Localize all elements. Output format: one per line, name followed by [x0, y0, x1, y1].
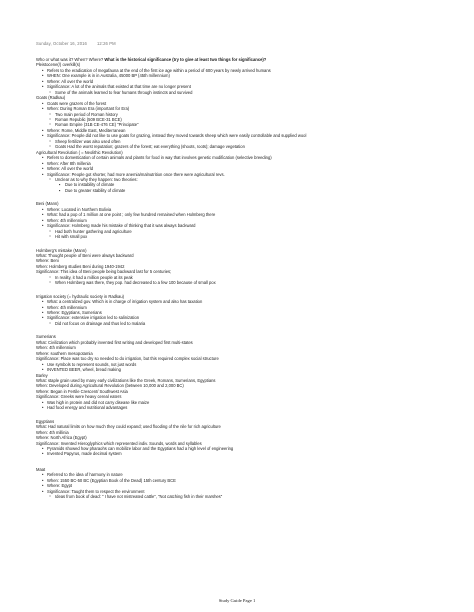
note-line: Where: North Africa (Egypt) — [36, 435, 87, 441]
list-item: • Where: Rome, Middle East, Mediterranean — [36, 128, 448, 133]
list-subitem: ○ Some of the animals learned to fear humans through instincts and survived — [36, 90, 448, 95]
note-line: Significance: Invented Hieroglyphics which represented indiv. Sounds, words and syllables — [36, 440, 202, 446]
note-line: Where: Beni — [36, 258, 59, 264]
list-item: • When: 4th millennium — [36, 218, 448, 223]
list-item: • Significance: People did not like to use goats for grazing, instead they moved towards sheep which were easily controllable and supplied wool — [36, 133, 448, 138]
note-line: Where: southern mesopotamia — [36, 350, 93, 356]
section-sumerians — [36, 334, 448, 372]
list-item: • Use symbols to represent sounds, not just words — [36, 362, 448, 367]
list-item: • What: a centralized gov. Which is in charge of irrigation system and also has taxation — [36, 299, 448, 304]
section-title: Egyptians — [36, 418, 55, 424]
study-guide-notes — [36, 57, 448, 500]
section-barley — [36, 373, 448, 411]
section-goats — [36, 95, 448, 150]
list-item: • Significance: Holmberg made his mistake of thinking that it was always backward — [36, 223, 448, 228]
section-title: Sumerians — [36, 334, 56, 340]
list-item: • Significance: A lot of the animals that existed at that time are no longer present — [36, 84, 448, 89]
section-title: Barley — [36, 372, 48, 378]
section-title: Goats (Radkau) — [36, 95, 66, 101]
list-subitem: ○ Roman Empire (31B CE-476 CE) "Principate" — [36, 122, 448, 127]
list-subitem: ○ Unclear as to why they happen: two theories: — [36, 177, 448, 182]
list-item: • When: 4th millennium — [36, 305, 448, 310]
note-line: Where: Began in Fertile Crescent/ Southwest Asia — [36, 388, 128, 394]
list-subitem: ○ Goats Had the worst reputation; grazers of the forest; eat everything (shoots, roots); damage vegetation — [36, 144, 448, 149]
list-subitem: ○ In reality, it had a million people at its peak — [36, 275, 448, 280]
section-title: Maat — [36, 466, 46, 472]
note-line: When: Holmberg studies Beni during 1940-1942 — [36, 263, 125, 269]
list-item: • WHEN: One example is in in Australia, 45000 BP (45th millennium) — [36, 73, 448, 78]
list-item: • When: During Roman Era (important for Era) — [36, 106, 448, 111]
section-title: Agricultural Revolution ( = Neolithic Revolution) — [36, 149, 123, 155]
note-line: Significance: Place was too dry so needed to do irrigation, but this required complex social structure — [36, 356, 219, 362]
page-footer: Study Guide Page 1 — [218, 598, 256, 603]
list-item: • Invented Papyrus, made decimal system — [36, 451, 448, 456]
note-line: Significance: Greeks were heavy cereal eaters — [36, 394, 122, 400]
section-beni — [36, 201, 448, 239]
list-item: • Refers to the eradication of megafauna at the end of the first ice age within a period of 600 years by newly arrived humans — [36, 68, 448, 73]
list-subitem: ○ Did not focus on drainage and thus led to malaria — [36, 321, 448, 326]
section-title: Irrigation society (= hydraulic society in Radkau) — [36, 293, 125, 299]
list-item: • Referred to the idea of harmony in nature — [36, 472, 448, 477]
section-pleistocene-overkill — [36, 62, 448, 95]
list-subsubitem: ▪ Due to instability of climate — [36, 182, 448, 187]
list-item: • Where: All over the world — [36, 79, 448, 84]
list-item: • When: 1550 BC-50 BC (Egyptian Book of the Dead) 15th century BCE — [36, 478, 448, 483]
list-item: • Refers to domestication of certain animals and plants for food in way that involves genetic modification (selective breeding) — [36, 155, 448, 160]
list-item: • Was high in protein and did not carry disease like maize — [36, 400, 448, 405]
note-line: What: staple grain used by many early civilizations like the Greek, Romans, Sumerians, Egyptians — [36, 378, 216, 384]
list-subitem: ○ Sheep fertilizer was also used often — [36, 139, 448, 144]
list-item: • Pyramids showed how pharaohs can mobilize labor and the Egyptians had a high level of engineering — [36, 446, 448, 451]
list-subitem: ○ When Holmberg was there, they pop. had decreased to a few 100 because of small pox — [36, 280, 448, 285]
list-item: • Significance: extensive irrigation led to salinization — [36, 315, 448, 320]
section-holmbergs-mistake — [36, 248, 448, 286]
list-subsubitem: ▪ Due to greater stability of climate — [36, 188, 448, 193]
list-subitem: ○ Ideas from book of dead: " I have not mistreated cattle", "Not catching fish in their marshes" — [36, 494, 448, 499]
section-title: Beni (Mann) — [36, 201, 59, 207]
page-timestamp — [36, 41, 116, 46]
list-item: • When: After 8th millenia — [36, 161, 448, 166]
list-subitem: ○ Two main period of Roman history — [36, 112, 448, 117]
list-item: • INVENTED BEER, wheel, bread making — [36, 367, 448, 372]
note-line: When: 4th millinia — [36, 429, 69, 435]
list-item: • Where: Egyptians, Sumerians — [36, 310, 448, 315]
list-subitem: ○ Had both hunter gathering and agriculture — [36, 229, 448, 234]
page-time: 12:26 PM — [96, 41, 116, 46]
list-item: • Had food energy and nutritional advantages — [36, 405, 448, 410]
section-agricultural-revolution — [36, 150, 448, 194]
section-egyptians — [36, 419, 448, 457]
note-line: Significance: This idea of Beni people being backward last for 5 centuries; — [36, 269, 172, 275]
list-subitem: ○ Roman Republic (509 BCE-31 BCE) — [36, 117, 448, 122]
note-line: What: Thought people of Beni were always backward — [36, 252, 134, 258]
note-line: When: Developed during Agricultural Revolution (between 10,000 and 2,000 BC) — [36, 383, 184, 389]
list-item: • Goats were grazers of the forest — [36, 101, 448, 106]
list-item: • Where: Located in Northern Bolivia — [36, 207, 448, 212]
note-line: What: Civilization which probably invented first writing and developed first multi-states — [36, 339, 193, 345]
note-line: What: Had natural limits on how much they could expand; used flooding of the nile for rich agriculture — [36, 424, 221, 430]
list-item: • Significance: Taught them to respect the environment — [36, 489, 448, 494]
list-subitem: ○ Hit with small pox — [36, 234, 448, 239]
list-item: • What: had a pop of 1 million at one point ; only few hundred remained when Holmberg there — [36, 212, 448, 217]
intro-line: Who or what was it? When? Where? What is the historical significance (try to give at least two things for significance)? — [36, 57, 267, 62]
section-title: Holmberg's mistake (Mann) — [36, 247, 87, 253]
page-date: Sunday, October 16, 2016 — [36, 41, 87, 46]
section-irrigation-society — [36, 294, 448, 327]
list-item: • Where: All over the world — [36, 166, 448, 171]
list-item: • Significance: People got shorter, had more anemia/malnutrition once there were agricultural revs. — [36, 172, 448, 177]
list-item: • Where: Egypt — [36, 483, 448, 488]
note-line: When: 4th millennium — [36, 345, 76, 351]
section-title: Pleistocene(/) overkill(s) — [36, 62, 81, 68]
section-maat — [36, 467, 448, 500]
